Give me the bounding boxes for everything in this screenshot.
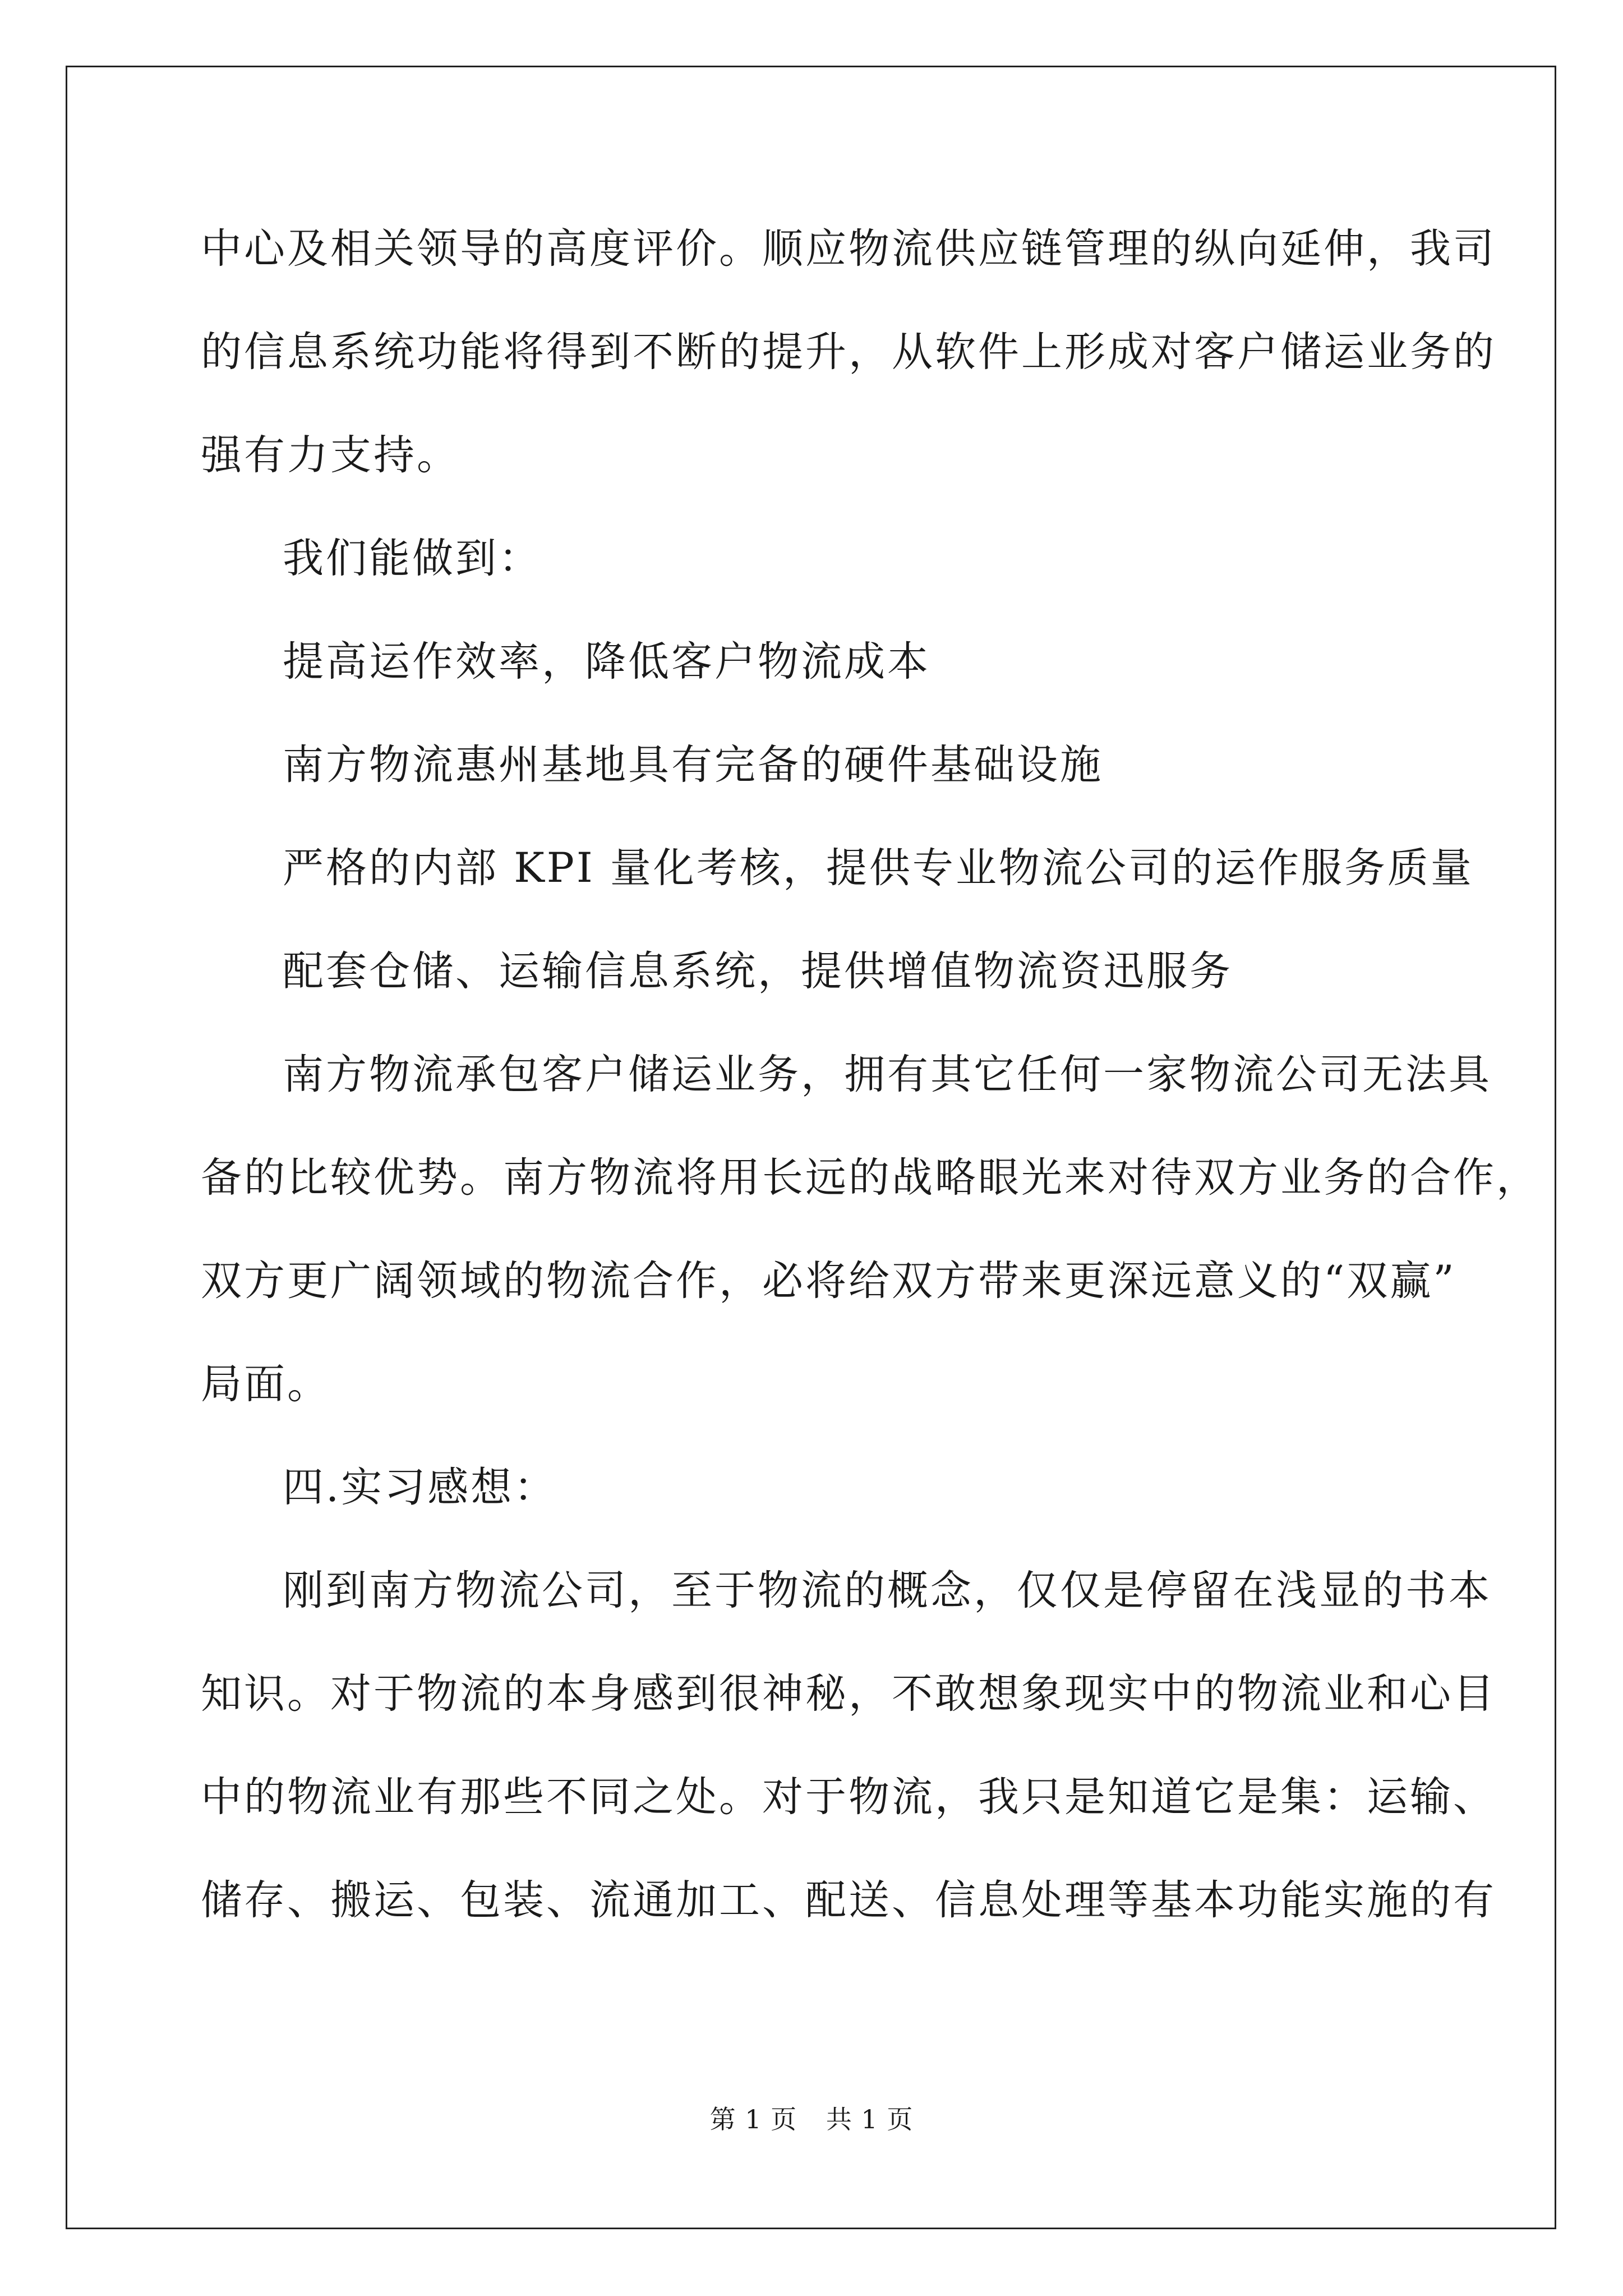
text-line: 知识。对于物流的本身感到很神秘，不敢想象现实中的物流业和心目	[201, 1670, 1496, 1718]
text-line: 强有力支持。	[201, 431, 460, 479]
page-total: 共 1 页	[826, 2104, 914, 2134]
text-line: 我们能做到：	[283, 535, 542, 582]
text-line: 刚到南方物流公司，至于物流的概念，仅仅是停留在浅显的书本	[283, 1567, 1492, 1614]
page-number: 第 1 页	[709, 2104, 797, 2134]
text-line: 局面。	[201, 1360, 330, 1408]
text-line: 中的物流业有那些不同之处。对于物流，我只是知道它是集：运输、	[201, 1773, 1496, 1821]
text-line: 中心及相关领导的高度评价。顺应物流供应链管理的纵向延伸，我司	[201, 225, 1496, 273]
text-line: 储存、搬运、包装、流通加工、配送、信息处理等基本功能实施的有	[201, 1876, 1496, 1924]
text-line: 严格的内部 KPI 量化考核，提供专业物流公司的运作服务质量	[283, 844, 1474, 892]
text-line: 备的比较优势。南方物流将用长远的战略眼光来对待双方业务的合作，	[201, 1154, 1539, 1202]
text-line: 双方更广阔领域的物流合作，必将给双方带来更深远意义的“双赢”	[201, 1257, 1456, 1305]
text-line: 配套仓储、运输信息系统，提供增值物流资迅服务	[283, 947, 1233, 995]
page-footer	[0, 2102, 1623, 2136]
text-line: 南方物流惠州基地具有完备的硬件基础设施	[283, 741, 1103, 789]
text-line: 的信息系统功能将得到不断的提升，从软件上形成对客户储运业务的	[201, 328, 1496, 376]
text-line: 提高运作效率，降低客户物流成本	[283, 638, 930, 685]
section-heading: 四.实习感想：	[283, 1464, 557, 1511]
text-line: 南方物流承包客户储运业务，拥有其它任何一家物流公司无法具	[283, 1051, 1492, 1098]
